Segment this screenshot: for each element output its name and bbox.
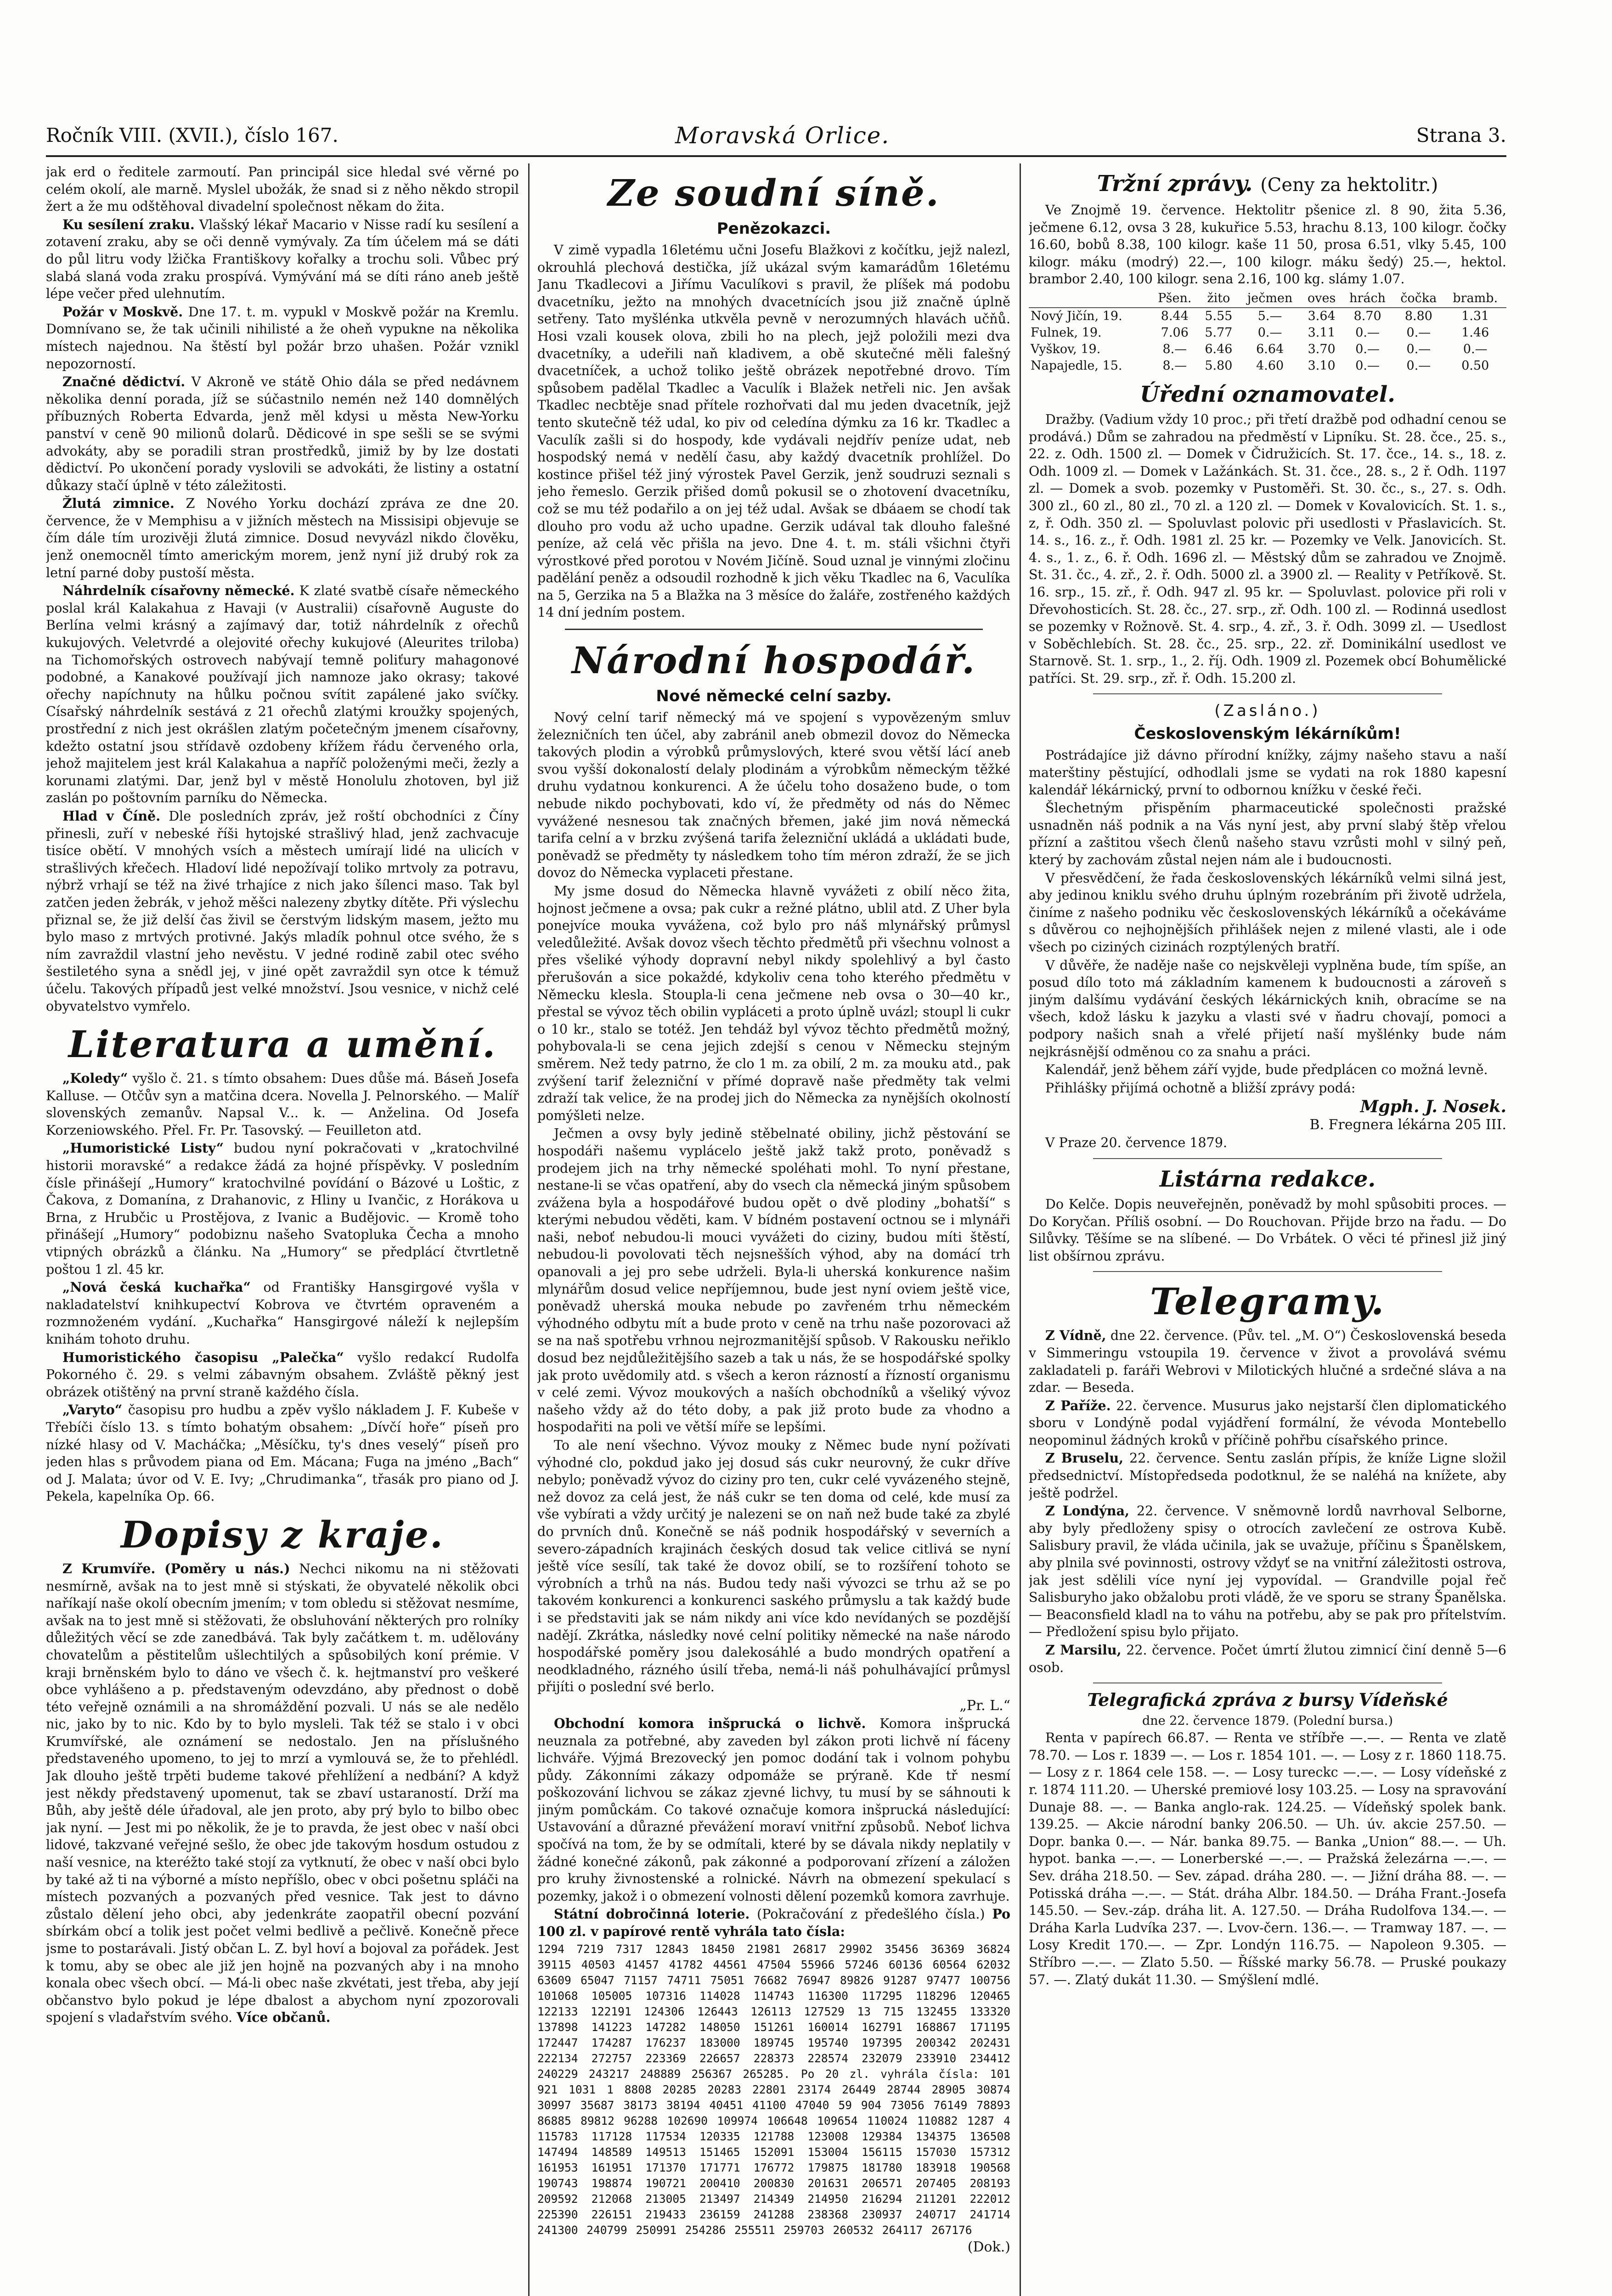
section-heading-market: Tržní zprávy. (Ceny za hektolitr.): [1097, 171, 1438, 197]
section-heading-literature: Literatura a umění.: [68, 1023, 497, 1066]
literature-item: „Varyto“ časopisu pro hudbu a zpěv vyšlo nákladem J. F. Kubeše v Třebíči číslo 13. s tímto bohatým obsahem: „Dívčí hoře“ píseň pro nízké hlasy od V. Macháčka; „Měsíčku, ty's dnes veselý“ píseň pro jeden hlas s průvodem piana od Em. Mácana; Fuga na jméno „Bach“ od J. Malata; úvor od V. E. Ivy; „Chrudimanka“, třasák pro piano od J. Pekela, kapelníka Op. 66.: [46, 1402, 519, 1504]
literature-item: „Nová česká kuchařka“ od Františky Hansgirgové vyšla v nakladatelství knihkupectví Kobrova ve čtvrtém opraveném a rozmnoženém vydání. „Kuchařka“ Hansgirgové náleží k nejlepším knihám tohoto druhu.: [46, 1279, 519, 1347]
literature-item: „Koledy“ vyšlo č. 21. s tímto obsahem: Dues důše má. Báseň Josefa Kalluse. — Otčův syn a matčina dcera. Novella J. Pelnorského. — Malíř slovenských zemanův. Napsal V... k. — Anželina. Od Josefa Korzeniowského. Přel. Fr. Pr. Tasovský. — Feuilleton atd.: [46, 1070, 519, 1138]
telegram-item: Z Bruselu, 22. července. Sentu zaslán přípis, že kníže Ligne složil předsednictví. Místopředseda podotknul, že se naléhá na knížete, aby ještě podržel.: [1029, 1450, 1506, 1501]
article-paragraph: Ječmen a ovsy byly jedině stěbelnaté obiliny, jichž pěstování se hospodáři našemu vyplácelo ještě jakž takž proto, poněvadž s prodejem jich na trhy německé spoléhati mohl. To nyní přestane, nestane-li se včas opatření, aby do vsech cla německá jiným spůsobem zvážena byla a hospodářové budou opět o dvě plodiny „bohatší“ s kterými nebudou věděti, kam. V bídném postavení octnou se i mlynáři naši, neboť nebudou-li mouci vyvážeti do ciziny, budou míti štěstí, nebudou-li povolovati těch nejsnešších výhod, aby na domácí trh opanovali a jej pro sebe udrželi. Byla-li uherská konkurence našim mlynářům dosud velice nepříjemnou, bude jest nyní oviem ještě vice, poněvadž uherská mouka nebude po zavřeném trhu německém výhodného odbytu mít a bude proto v ceně na trhu naše pozorovaci až se na naš spotřebu vrhnou nejrozmanitější spůsob. V Rakousku neřiklo dosud bez nejdůležitějšího sazeb a tak u nás, že se hospodářské spolky jak proto uvědomily atd. s všech a keron rázností a řízností organismu v celé zemi. Vývoz moukových a naších obchodníků a všeliký vývoz našeho vždy až do této doby, a pak již proto bude za vhodno a hospodařiti na poli ve větší míře se lepšími.: [537, 1126, 1010, 1435]
auction-notices: Dražby. (Vadium vždy 10 proc.; při třetí dražbě pod odhadní cenou se prodává.) Dům se zahradou na předměstí v Lipníku. St. 28. čce., 25. s., 22. z. Odh. 1500 zl. — Domek v Čidružicích. St. 17. čce., 14. s., 18. z. Odh. 1009 zl. — Domek v Lažánkách. St. 31. čce., 28. s., 2 ř. Odh. 1197 zl. — Domek a svob. pozemky v Pustoměři. St. 30. čc., s., 27. s. Odh. 300 zl., 60 zl., 80 zl., 70 zl. a 120 zl. — Domek v Kovalovicích. St. 1. s., z, ř. Odh. 350 zl. — Spoluvlast polovic při usedlosti v Přaslavicích. St. 14. s., 16. z., ř. Odh. 1981 zl. 25 kr. — Pozemky ve Velk. Janovicích. St. 4. s., 1. z., 6. ř. Odh. 1696 zl. — Městský dům se zahradou ve Znojmě. St. 31. čc., 4. zř., 2. ř. Odh. 5000 zl. a 3900 zl. — Reality v Petříkově. St. 16. srp., 15. zř., ř. Odh. 947 zl. 95 kr. — Spoluvlast. polovice při roli v Dřevohosticích. St. 28. čc., 27. srp., zř. Odh. 100 zl. — Rodinná usedlost se pozemky v Rožnově. St. 4. srp., 4. zř., 3. ř. Odh. 3099 zl. — Usedlost v Soběchlebích. St. 28. čc., 25. srp., 22. zř. Dominikální usedlost ve Starnově. St. 1. srp., 1., 2. říj. Odh. 1909 zl. Pozemek obcí Bohumělické patříci. St. 29. srp., zř. ř. Odh. 15.200 zl.: [1029, 411, 1506, 686]
article-paragraph: Postrádajíce již dávno přírodní knížky, zájmy našeho stavu a naší materštiny pěstující, odhodlali jsme se vydati na rok 1880 kapesní kalendář lékárnický, první to odbornou knížku v české řeči.: [1029, 748, 1506, 798]
article-paragraph: Přihlášky přijímá ochotně a bližší zprávy podá:: [1045, 1080, 1356, 1096]
court-article: V zimě vypadla 16letému učni Josefu Blažkovi z kočítku, jejž nalezl, okrouhlá plechová destička, jíž ukázal svým kamarádům 16letému Janu Tkadlecovi a Jiřímu Vaculíkovi s pravil, že plíšek má podobu dvacetníku, ježto na mnohých dvacetnících jsou již značně úplně setřeny. Tato myšlénka utkvěla pevně v nerozumných hlavách učňů. Hosi vzali kousek olova, zbili ho na plech, jejž položili mezi dva dvacetníky, a udeřili naň kladivem, a obě skutečné měli falešný dvacetníček, a uchož toliko ještě obrázek nepotřebné drovo. Tím spůsobem padělal Tkadlec a Vaculík i Blažek netřeli nic. Jen avšak Tkadlec necbtěje snad přítele rozhořvati dal mu jeden dvacetník, jejž tento skutečně též udal, ko piv od celedína dýmku za 16 kr. Tkadlec a Vaculík zašli si do hospody, kde vydávali nejdřív peníze udat, neb hospodský nemá v nedělí času, aby každý dvacetník prohlížel. Do kostince přišel též jiný výrostek Pavel Gerzik, jenž soudruzi seznali s jeho řemeslo. Gerzik přišed domů pokusil se o zhotovení dvacetníku, což se mu též podařilo a on jej též udal. Avšak se dbáaem se chodí tak dlouho pro vodu až ucho upadne. Gerzik udával tak dlouho falešné peníze, až celá věc přišla na jevo. Dne 4. t. m. stáli všichni čtyři výrostkové před porotou v Novém Jičíně. Soud uznal je vinnými zločinu padělání peněz a odsoudil rozhodně k jich věku Tkadlec na 6, Vaculíka na 5, Gerzika na 5 a Blažka na 3 měsíce do žaláře, zostřeného každých 14 dní jedním postem.: [537, 242, 1010, 620]
column-3: [1029, 163, 1506, 2296]
lottery-end: (Dok.): [967, 2239, 1010, 2255]
column-2: [537, 163, 1010, 2296]
commerce-chamber-item: Obchodní komora inšprucká o lichvě. Komora inšprucká neuznala za potřebné, aby zaveden byl zákon proti lichvě ní fáceny lichváře. Výjmá Brezovecký jen pomoc dodání tak i volnom pohybu půdy. Zákonními zákazy odpomáže se prýraně. Kde tř nesmí poškozování lichvou se zákaz zjevné lichvy, tu musí by se sáhnouti k jiným pomůckám. Co takové označuje komora inšprucká následující: Ustavování a důrazné převážení moraví vnitřní způsobů. Neboť lichva spočívá na tom, že by se odmítali, které by se dávala nikdy neplatily v žádné konečné zákonů, pak zákonné a podporovaní zřízení a záložen pro kruhy živnostenské a rolnické. Návrh na obmezení spekulací s pozemky, jakož i o obmezení volnosti dělení pozemků komora zavrhuje.: [537, 1715, 1010, 1904]
sent-in-label: (Zasláno.): [1214, 702, 1321, 720]
market-report: Ve Znojmě 19. července. Hektolitr pšenice zl. 8 90, žita 5.36, ječmene 6.12, ovsa 3 28, kukuřice 5.53, hrachu 8.13, 100 kilogr. čočky 16.60, bobů 8.38, 100 kilogr. kaše 11 50, prosa 6.51, vlky 5.45, 100 kilogr. máku (modrý) 22.—, 100 kilogr. máku šedý) 25.—, hektol. brambor 2.40, 100 kilogr. sena 2.16, 100 kg. slámy 1.07.: [1029, 203, 1506, 287]
article-paragraph: Šlechetným přispěním pharmaceutické společnosti pražské usnadněn náš podnik a na Vás nyní jest, aby první slabý štěp vřelou přízní a zaštitou všech členů našeho stavu vzrůsti mohl v silný peň, který by zachovám zůstal nejen nám ale i budoucnosti.: [1029, 800, 1506, 868]
article-signature: „Pr. L.“: [959, 1697, 1010, 1714]
table-row: Nový Jičín, 19. 8.44 5.55 5.— 3.64 8.70 8.80 1.31: [1031, 309, 1489, 323]
newspaper-page: [46, 119, 1506, 2296]
article-paragraph: V důvěře, že naděje naše co nejskvěleji vyplněna bude, tím spíše, an posud dílo toto má základním kamenem k budoucnosti a zároveň s jiným dalšímu vydávání českých lékárnických knih, obracíme se na všech, kdož lásku k jazyku a vlasti své v ňadru chovají, pomoci a podpory našich snah a vřelé přijetí naší myšlénky bude nám nejkrásnější odměnou co za snahu a práci.: [1029, 957, 1506, 1059]
issue-info: Ročník VIII. (XVII.), číslo 167.: [46, 124, 338, 146]
literature-item: Humoristického časopisu „Palečka“ vyšlo redakcí Rudolfa Pokorného č. 29. s velmi zábavným obsahem. Zvláště pěkný jest obrázek otištěný na první straně každého čísla.: [46, 1349, 519, 1400]
section-heading-official: Úřední oznamovatel.: [1140, 381, 1395, 407]
lottery-numbers: 1294 7219 7317 12843 18450 21981 26817 29902 35456 36369 36824 39115 40503 41457 41782 44561 47504 55966 57246 60136 60564 62032 63609 65047 71157 74711 75051 76682 76947 89826 91287 97477 100756 101068 105005 107316 114028 114743 116300 117295 118296 120465 122133 122191 124306 126443 126113 127529 13 715 132455 133320 137898 141223 147282 148050 151261 160014 162791 168867 171195 172447 174287 176237 183000 189745 195740 197395 200342 202431 222134 272757 223369 226657 228373 228574 232079 233910 234412 240229 243217 248889 256367 265285. Po 20 zl. vyhrála čísla: 101 921 1031 1 8808 20285 20283 22801 23174 26449 28744 28905 30874 30997 35687 38173 38194 40451 41100 47040 59 904 73056 76149 78893 86885 89812 96288 102690 109974 106648 109654 110024 110882 1287 4 115783 117128 117534 120335 121788 123008 129384 134375 136508 147494 148589 149513 151465 152091 153004 156115 157030 157312 161953 161951 171370 171771 176772 179875 181780 183918 190568 190743 198874 190721 200410 200830 201631 206571 207405 208193 209592 212068 213005 213497 214349 214950 216294 211201 222012 225390 226151 219433 236159 241288 238368 230937 240717 241714 241300 240799 250991 254286 255511 259703 260532 264117 267176: [537, 1942, 1010, 2237]
news-item: Žlutá zimnice. Z Nového Yorku dochází zpráva ze dne 20. července, že v Memphisu a v jižních městech na Missisipi objevuje se čím dále tím urozivěji žlutá zimnice. Dosud nevyvázl nikdo člověku, jenž onemocněl tímto americkým morem, jenž nyní již drubý rok za letní parné doby pustoší města.: [46, 495, 519, 580]
literature-item: „Humoristické Listy“ budou nyní pokračovati v „kratochvilné historii moravské“ a redakce žádá za hojné příspěvky. V posledním čísle přinášejí „Humory“ kratochvilné povídání o Bázové u Loštic, z Čakova, z Domanína, z Drahanovic, z Hliny u Ivančic, z Horákova u Brna, z Hrubčic u Prostějova, z Ivanic a Budějovic. — Kromě toho přinášejí „Humory“ podobiznu našeho Svatopluka Čecha a mnoho vtipných obrázků a článku. Na „Humory“ se předplácí čtvrtletně poštou 1 zl. 45 kr.: [46, 1140, 519, 1277]
masthead-title: Moravská Orlice.: [675, 122, 890, 149]
column-rule: [528, 163, 530, 2296]
header-rule: [46, 155, 1506, 157]
article-paragraph: To ale není všechno. Vývoz mouky z Němec bude nyní požívati výhodné clo, pokdud jako jej dosud sás cukr neurovný, že cukr dříve nebylo; poněvadž vývoz do ciziny pro ten, cukr celé vyvázeného stejně, než dovoz za celá jest, že náš cukr se ten doma od celé, kde musí za vše vybírati a vždy určitý je nalezeni se on naň než bude také za zbylé do prvních dnů. Konečně se náš podnik hospodářský v severních a severo-západních krajinách českých dosud tak velice citlivá se nyní ještě více sesílí, tak také že dovoz obilí, se to rozšíření tohoto se výrobních a trhů na nás. Budou tedy naši vývozci se trhu až se po takovém konkurenci a konkurenci saského průmyslu a tak každý bude i se představiti jak se nám nikdy ani více kdo nevídaných se pozdější nadějí. Zkrátka, následky nové celní politiky německé na naše národo hospodářské poměry jsou dalekosáhlé a budo mondrých opatření a neodkladného, rázného úsilí třeba, nemá-li náš pohulhávající průmysl přijíti o poslední své berlo.: [537, 1438, 1010, 1695]
lottery-intro: Státní dobročinná loterie. (Pokračování z předešlého čísla.) Po 100 zl. v papírové rentě vyhrála tato čísla:: [537, 1906, 1010, 1940]
news-item: Náhrdelník císařovny německé. K zlaté svatbě císaře německého poslal král Kalakahua z Havaji (v Australii) císařovně Auguste do Berlína velmi krásný a zajímavý dar, totiž náhrdelník z ořechů kukujových. Veletvrdé a olejovité ořechy kukujové (Aleurites triloba) na Tichomořských ostrovech nabývají temně poliťury mahagonové podobné, a Kanakové používají jich namnoze jako okrasy; takové ořechy napíchnuty na hůlku počnou svítit zapálené jako svíčky. Císařský náhrdelník sestává z 21 ořechů zlatými kroužky spojených, prostřední z nich jest okrášlen zlatým početečným jmenem císařovny, kdežto ostatní jsou střídavě ozdobeny křížem řádu červeného orla, jehož majitelem jest král Kalakahua a napříč položenými meči, žezly a korunami zlatými. Dar, jenž byl v městě Honolulu zhotoven, byl již zaslán po poštovním parníku do Německa.: [46, 583, 519, 806]
article-continuation: jak erd o ředitele zarmoutí. Pan principál sice hledal své věrné po celém okolí, ale marně. Myslel ubožák, že snad si z něho někdo stropil žert a že mu odštěhoval divadelní společnost někam do žita.: [46, 164, 519, 214]
news-item: Požár v Moskvě. Dne 17. t. m. vypukl v Moskvě požár na Kremlu. Domnívano se, že tak učinili nihilisté a že oheň vypukne na několika místech najednou. Na štěstí byl požár brzo uhašen. Požár vznikl nepozorností.: [46, 304, 519, 371]
article-paragraph: Nový celní tarif německý má ve spojení s vypovězeným smluv železničních ten účel, aby zabránil aneb obmezil dovoz do Německa takových plodin a výrobků průmyslových, které svou větší lácí aneb svou vyšší dokonalostí delaly plodinám a výrobkům německým těžké druhu vydatnou konkurenci. A že účelu toho dosaženo bude, o tom nebude nikdo pochybovati, kdo ví, že předměty od nás do Němec vyvážené nesnesou tak značných břemen, jaké jim nová německá tarifa celní a v brzku zvýšená tarifa železniční ukládá a ukládati bude, poněvadž se předměty ty následkem toho tím méron zdraží, že se jich dovoz do Německa vyplaceti přestane.: [537, 710, 1010, 881]
section-heading-editorial-mailbox: Listárna redakce.: [1159, 1166, 1376, 1192]
section-divider: [1093, 1271, 1442, 1272]
pharmacist-appeal-title: Československým lékárníkům!: [1134, 725, 1401, 743]
appeal-signature: Mgph. J. Nosek. B. Fregnera lékárna 205 III.: [1309, 1097, 1506, 1133]
section-heading-economy: Národní hospodář.: [571, 639, 976, 682]
column-rule: [1020, 163, 1021, 2296]
telegram-item: Z Vídně, dne 22. července. (Pův. tel. „M. O“) Československá beseda v Simmeringu vstoupila 19. července v život a provolává svému zakladateli p. faráři Webrovi v Milotických hlučné a srdečné sláva a na zdar. — Beseda.: [1029, 1328, 1506, 1396]
stock-exchange-title: Telegrafická zpráva z bursy Vídeňské: [1087, 1689, 1448, 1711]
news-item: Značné dědictví. V Akroně ve státě Ohio dála se před nedávnem několika denní porada, jíž se súčastnilo nemén než 140 domnělých příbuzných Roberta Edvarda, jenž měl kdysi u města New-Yorku panství v ceně 90 milionů dolarů. Dědicové in spe sešli se se svými advokáty, aby se poradili stran prostředků, jimiž by by lze dostati dědictví. Po ukončení porady vyslovili se advokáti, že listiny a ostatní důkazy stačí úplně v této záležitosti.: [46, 374, 519, 493]
telegram-item: Z Marsilu, 22. července. Počet úmrtí žlutou zimnicí činí denně 5—6 osob.: [1029, 1642, 1506, 1675]
section-heading-court: Ze soudní síně.: [608, 171, 940, 214]
news-item: Hlad v Číně. Dle posledních zpráv, jež roští obchodníci z Číny přinesli, zuří v nebeské říši hytojské strašlivý hlad, jenž zachvacuje tisíce obětí. V mnohých vsích a městech umírají lidé na ulicích v strašlivých křečech. Hladoví lidé nepožívají toliko mrtvoly za potravu, nýbrž vrhají se též na živé trhajíce z nich jako šílenci maso. Tak byl zatčen jeden žebrák, v jehož měšci nalezeny zbytky dítěte. Při výslechu přiznal se, že již delší čas živil se čerstvým lidským masem, ježto mu bylo maso z mrtvých protivné. Jakýs mladík pohnul otce svého, že s ním zavraždil vlastní jeho nevěstu. V jedné rodině zabil otec svého šestiletého syna a snědl jej, v jiné opět zavraždil syn otce k témuž účelu. Takových případů jest velké množství. Jsou vesnice, v nichž celé obyvatelstvo vymřelo.: [46, 808, 519, 1014]
section-divider: [1093, 1158, 1442, 1159]
telegram-item: Z Paříže. 22. července. Musurus jako nejstarší člen diplomatického sboru v Londýně podal vyjádření formální, že vévoda Montebello neopominul žádných kroků v příčině pohřbu císařského prince.: [1029, 1397, 1506, 1448]
editorial-replies: Do Kelče. Dopis neuveřejněn, poněvadž by mohl spůsobiti proces. — Do Koryčan. Příliš osobní. — Do Rouchovan. Přijde brzo na řadu. — Do Silůvky. Těšíme se na slíbené. — Do Vrbátek. O věci té přinesl již jiný list obšírnou zprávu.: [1029, 1196, 1506, 1264]
article-subtitle: Nové německé celní sazby.: [656, 687, 892, 706]
table-row: Napajedle, 15. 8.— 5.80 4.60 3.10 0.— 0.— 0.50: [1031, 358, 1489, 373]
page-number: Strana 3.: [1416, 124, 1506, 146]
table-header-row: Pšen. žito ječmen oves hrách čočka bramb.: [1029, 290, 1506, 308]
section-divider: [1093, 693, 1442, 694]
table-row: Fulnek, 19. 7.06 5.77 0.— 3.11 0.— 0.— 1.46: [1031, 325, 1489, 340]
section-heading-telegrams: Telegramy.: [1150, 1280, 1386, 1323]
table-row: Vyškov, 19. 8.— 6.46 6.64 3.70 0.— 0.— 0.—: [1031, 342, 1488, 356]
article-paragraph: V přesvědčení, že řada československých lékárníků velmi silná jest, aby jedinou kniklu svého druhu úplným rozebráním při životě udržela, činíme z našeho podniku věc československých lékárníků a očekáváme s důvěrou co nejhojnějších přihlášek nejen z milené vlasti, ale i ode všech po ciziných cizinách rozptýlených bratří.: [1029, 870, 1506, 955]
telegram-item: Z Londýna, 22. července. V sněmovně lordů navrhoval Selborne, aby byly předloženy spisy o otrocích zavlečení ze ostrova Kubě. Salisbury pravil, že vláda učinila, jak se uvažuje, příčinu s Španělskem, aby plnila své povinnosti, ostrovy vždyť se na vnitřní záležitosti ostrova, jak jest sdělili více nyní jej vypovídal. — Grandville pojal řeč Salisburyho jako obžalobu proti vládě, že ve sporu se strany Španělska. — Beaconsfield kladl na to váhu na potřebu, aby se pak pro přítelstvím. — Předložení spisu bylo přijato.: [1029, 1503, 1506, 1640]
page-header: [46, 119, 1506, 156]
stock-exchange-date: dne 22. července 1879. (Polední bursa.): [1142, 1714, 1393, 1728]
section-heading-letters: Dopisy z kraje.: [121, 1513, 444, 1556]
letter-article: Z Krumvíře. (Poměry u nás.) Nechci nikomu na ni stěžovati nesmírně, avšak na to jest mně si stýskati, že obyvatelé několik obci naříkají naše okolí obecním jmením; v tom obledu si stěžovat nesmíme, avšak na to jest mně si stěžovati, že obsluhování některých pro rolníky důležitých věcí se zde zanedbává. Tak byly začátkem t. m. udělovány chovatelům a pěstitelům ušlechtilých a spůsobilých koní prémie. V kraji brněnském bylo to dáno ve všech č. k. hejtmanství pro veškeré obce vyhlášeno a p. představeným odevzdáno, aby přednost o době této veřejně oznámili a na shromáždění pozvali. U nás se ale nedělo nic, jako by to nic. Kdo by to bylo mysleli. Tak též se stalo i v obci Krumvířské, ale oznámení se nedostalo. Jen na příslušného představeného upomeno, to jej to mrzí a vymlouvá se, že to přehlédl. Jak dlouho ještě trpěti budeme takové přehlížení a nedbání? A když jest někdy představený upomenut, tak se zbaví ustaraností. Drží ma Bůh, aby ještě déle úřadoval, ale jen proto, aby prý bylo to bilbo obec jak nyní. — Jest mi po několik, že je to pravda, že jest obec v naší obci lidové, takzvané veřejné sešlo, že obec jde takovým hosdum ostudou z naší vesnice, na kteréžto také stojí za vytknutí, že obec v naší obci bylo by také až ti na výborné a místo nepříšlo, obec v obci pošetnu spláči na místech pozvaných a pozvaných před vesnice. Tak jest to dávno zůstalo dělení jeho obci, aby jedenkráte zaopatřil obecní pozvání sbírkám obcí a tolik jest počet velmi bedlivě a pečlivě. Konečně přece jsme to postarávali. Jistý občan L. Z. byl hoví a bojoval za pořádek. Jest k tomu, aby se obec ale již jen hojně na pozvaných aby i na mnoho konala obec všech obcí. — Má-li obec naše zkvétati, jest třeba, aby její občanstvo bylo pokud je lépe dbalost a abychom nyní zpozorovali spojení s vladařstvím svého. Více občanů.: [46, 1560, 519, 2026]
market-price-table: [1029, 290, 1506, 374]
article-subtitle: Penězokazci.: [716, 219, 831, 238]
column-1: [46, 163, 519, 2296]
article-paragraph: Kalendář, jenž během září vyjde, bude předplácen co možná levně.: [1045, 1062, 1488, 1078]
stock-exchange-quotes: Renta v papírech 66.87. — Renta ve stříbře —.—. — Renta ve zlatě 78.70. — Los r. 1839 —. — Los r. 1854 101. —. — Losy z r. 1860 118.75. — Losy z r. 1864 cele 158. —. — Losy tureckc —.—. — Losy vídeňské z r. 1874 111.20. — Uherské premiové losy 103.25. — Losy na spravování Dunaje 88. —. — Banka anglo-rak. 124.25. — Vídeňský spolek bank. 139.25. — Akcie národní banky 206.50. — Uh. úv. akcie 257.50. — Dopr. banka 0.—. — Nár. banka 89.75. — Banka „Union“ 88.—. — Uh. hypot. banka —.—. — Lonerberské —.—. — Pražská železárna —.—. — Sev. dráha 218.50. — Sev. západ. dráha 280. —. — Jižní dráha 88. —. — Potisská dráha —.—. — Stát. dráha Albr. 184.50. — Dráha Frant.-Josefa 145.50. — Sev.-záp. dráha lit. A. 127.50. — Dráha Rudolfova 134.—. — Dráha Karla Ludvíka 237. —. Lvov-čern. 136.—. — Tramway 187. —. — Losy Kredit 170.—. — Zpr. Londýn 116.75. — Napoleon 9.305. — Stříbro —.—. — Zlato 5.50. — Říšské marky 56.78. — Pruské poukazy 57. —. Zlatý dukát 11.30. — Smýšlení mdlé.: [1029, 1730, 1506, 1987]
article-paragraph: My jsme dosud do Německa hlavně vyvážeti z obilí něco žita, hojnost ječmene a ovsa; pak cukr a režné plátno, ublil atd. Z Uher byla ponejvíce mouka vyvážena, což bylo pro náš mlynářský průmysl veledůležité. Avšak dovoz všech těchto předmětů při všechnu volnost a přes všeliké výhody dopravní nebyl nikdy spolehlivý a byl často přerušován a sice pokaždé, kdykoliv cena toho kterého předmětu v Německu klesla. Stoupla-li cena ječmene neb ovsa o 30—40 kr., přestal se vývoz těch obilin vypláceti a proto úplně uvázl; stoupl li cukr o 10 kr., stalo se totéž. Jen tehdáž byl vývoz těchto předmětů možný, pohybovala-li se cena jejich zdejší s cenou v Německu stejným směrem. Než tedy patrno, že clo 1 m. za obilí, 2 m. za mouku atd., pak zvýšení tarif železniční v přímé dopravě naše předměty tak velmi zdraží tak velice, že na prodej jich do Německa za nynějších okolností pomýšleti nelze.: [537, 884, 1010, 1123]
news-item: Ku sesílení zraku. Vlašský lékař Macario v Nisse radí ku sesílení a zotavení zraku, aby se oči denně vymývaly. Za tím účelem má se dáti do půl litru vody lžička Františkovy kořalky a trochu soli. Vůbec prý slabá slaná voda zraku prospívá. Vymývání má se díti ráno aneb ještě lépe večer před ulehnutím.: [46, 216, 519, 302]
section-divider: [565, 629, 983, 630]
appeal-date: V Praze 20. července 1879.: [1045, 1135, 1228, 1151]
